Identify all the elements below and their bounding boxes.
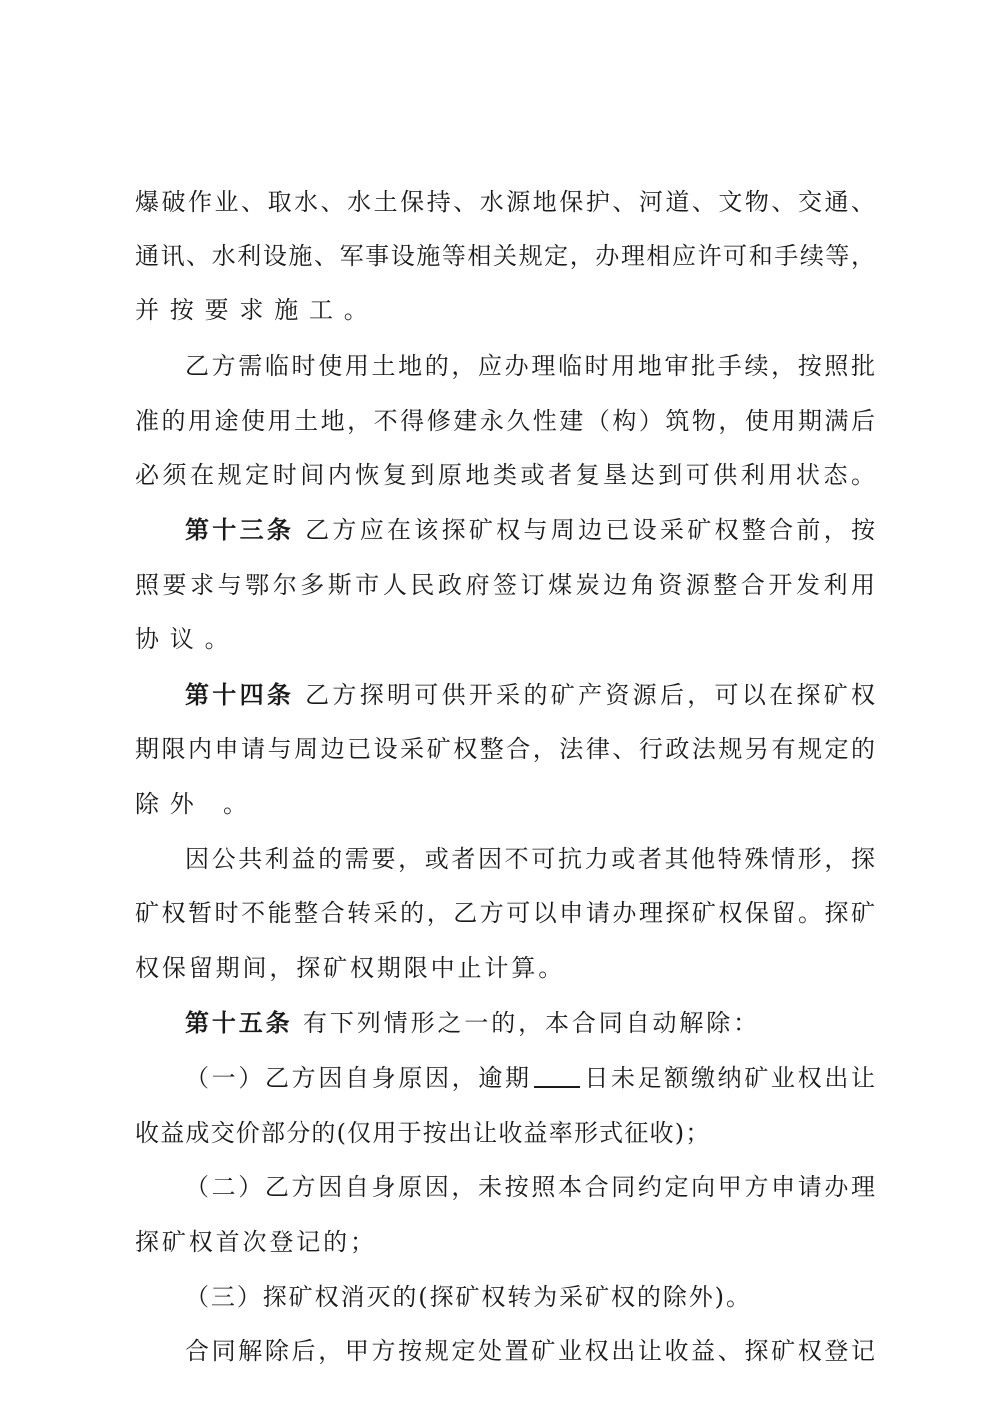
paragraph-line: 收益成交价部分的(仅用于按出让收益率形式征收)； — [135, 1119, 711, 1147]
article-14-text: 乙方探明可供开采的矿产资源后，可以在探矿权 — [305, 681, 875, 709]
paragraph-line: 探矿权首次登记的； — [135, 1228, 377, 1256]
article-14-line — [185, 675, 875, 715]
clause-1-line — [185, 1058, 875, 1098]
clause-3-line: （三）探矿权消灭的(探矿权转为采矿权的除外)。 — [185, 1283, 752, 1311]
paragraph-line: 照要求与鄂尔多斯市人民政府签订煤炭边角资源整合开发利用 — [135, 571, 875, 599]
article-13-line — [185, 510, 875, 550]
paragraph-line: 准的用途使用土地，不得修建永久性建（构）筑物，使用期满后 — [135, 407, 875, 435]
clause-2-line: （二）乙方因自身原因，未按照本合同约定向甲方申请办理 — [185, 1173, 875, 1201]
paragraph-line: 通讯、水利设施、军事设施等相关规定，办理相应许可和手续等， — [135, 242, 875, 270]
article-15-text: 有下列情形之一的，本合同自动解除： — [303, 1009, 761, 1037]
fill-in-blank — [534, 1060, 580, 1088]
article-13-heading: 第十三条 — [185, 515, 295, 544]
paragraph-line: 协议。 — [135, 625, 240, 653]
article-15-heading: 第十五条 — [185, 1008, 293, 1037]
article-14-heading: 第十四条 — [185, 680, 295, 709]
paragraph-line: 因公共利益的需要，或者因不可抗力或者其他特殊情形，探 — [185, 845, 875, 873]
paragraph-line: 并按要求施工。 — [135, 296, 379, 324]
clause-1-text-a: （一）乙方因自身原因，逾期 — [185, 1064, 532, 1092]
paragraph-line: 合同解除后，甲方按规定处置矿业权出让收益、探矿权登记 — [185, 1337, 875, 1365]
paragraph-line: 爆破作业、取水、水土保持、水源地保护、河道、文物、交通、 — [135, 188, 875, 216]
paragraph-line: 必须在规定时间内恢复到原地类或者复垦达到可供利用状态。 — [135, 461, 875, 489]
paragraph-line: 期限内申请与周边已设采矿权整合，法律、行政法规另有规定的 — [135, 735, 875, 763]
article-15-line — [185, 1003, 875, 1043]
clause-1-text-b: 日未足额缴纳矿业权出让 — [581, 1064, 875, 1092]
paragraph-line: 乙方需临时使用土地的，应办理临时用地审批手续，按照批 — [185, 352, 875, 380]
paragraph-line: 矿权暂时不能整合转采的，乙方可以申请办理探矿权保留。探矿 — [135, 899, 875, 927]
article-13-text: 乙方应在该探矿权与周边已设采矿权整合前，按 — [305, 516, 875, 544]
paragraph-line: 除外 。 — [135, 790, 258, 818]
paragraph-line: 权保留期间，探矿权期限中止计算。 — [135, 954, 566, 982]
